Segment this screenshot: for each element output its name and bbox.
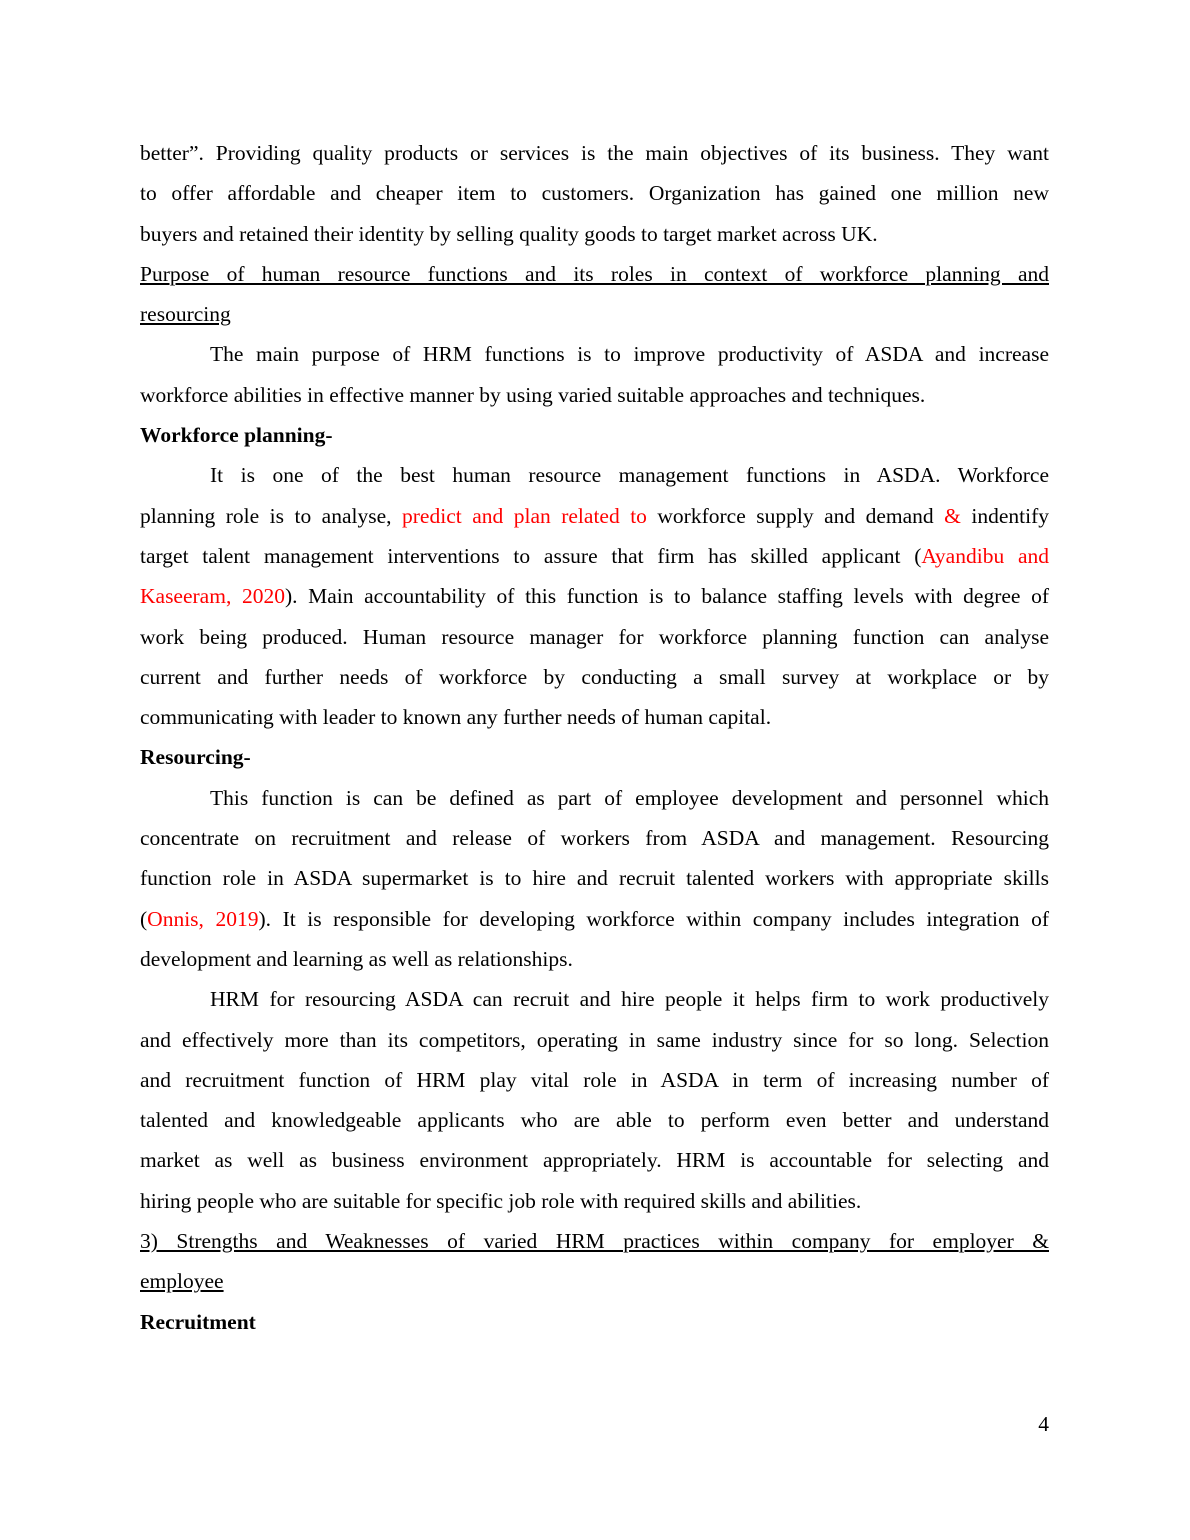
underlined-heading xyxy=(140,254,1049,335)
page-number: 4 xyxy=(1038,1412,1049,1436)
paragraph xyxy=(140,455,1049,737)
text-line xyxy=(140,818,1049,858)
text-line xyxy=(140,294,1049,334)
text-line xyxy=(140,939,1049,979)
citation-text: Onnis, 2019 xyxy=(147,906,259,931)
text-line xyxy=(140,858,1049,898)
text-segment: HRM for resourcing ASDA can recruit and hire people it helps firm to work productively xyxy=(210,987,1049,1012)
text-segment: workforce abilities in effective manner by using varied suitable approaches and techniques. xyxy=(140,382,926,407)
text-line xyxy=(140,455,1049,495)
text-line xyxy=(140,979,1049,1019)
citation-text: & xyxy=(944,503,961,528)
text-segment: current and further needs of workforce by conducting a small survey at workplace or by xyxy=(140,664,1049,689)
text-line xyxy=(140,334,1049,374)
text-line xyxy=(140,415,1049,455)
text-line xyxy=(140,1302,1049,1342)
text-line xyxy=(140,617,1049,657)
text-line xyxy=(140,1100,1049,1140)
text-line xyxy=(140,254,1049,294)
text-segment: to offer affordable and cheaper item to customers. Organization has gained one million new xyxy=(140,181,1049,206)
text-line xyxy=(140,697,1049,737)
text-line xyxy=(140,214,1049,254)
text-line xyxy=(140,1181,1049,1221)
paragraph xyxy=(140,979,1049,1221)
text-segment: Recruitment xyxy=(140,1309,256,1334)
section-heading xyxy=(140,1302,1049,1342)
text-segment: ). It is responsible for developing workforce within company includes integration of xyxy=(258,906,1049,931)
text-segment: buyers and retained their identity by selling quality goods to target market across UK. xyxy=(140,221,878,246)
text-segment: Purpose of human resource functions and its roles in context of workforce planning and xyxy=(140,261,1049,286)
paragraph xyxy=(140,778,1049,979)
text-segment: The main purpose of HRM functions is to improve productivity of ASDA and increase xyxy=(210,342,1049,367)
text-segment: Workforce planning- xyxy=(140,423,333,448)
text-line xyxy=(140,778,1049,818)
text-segment: ). Main accountability of this function is to balance staffing levels with degree of xyxy=(284,584,1049,609)
text-segment: It is one of the best human resource management functions in ASDA. Workforce xyxy=(210,463,1049,488)
text-segment: indentify xyxy=(960,503,1049,528)
underlined-heading xyxy=(140,1221,1049,1302)
text-segment: ( xyxy=(140,906,148,931)
text-line xyxy=(140,1020,1049,1060)
text-segment: workforce supply and demand xyxy=(646,503,945,528)
text-line xyxy=(140,496,1049,536)
text-segment: work being produced. Human resource manager for workforce planning function can analyse xyxy=(140,624,1049,649)
text-segment: resourcing xyxy=(140,302,231,327)
text-segment: hiring people who are suitable for specific job role with required skills and abilities. xyxy=(140,1188,862,1213)
paragraph xyxy=(140,133,1049,254)
text-line xyxy=(140,1060,1049,1100)
text-segment: talented and knowledgeable applicants who are able to perform even better and understand xyxy=(140,1108,1049,1133)
section-heading xyxy=(140,415,1049,455)
text-segment: market as well as business environment appropriately. HRM is accountable for selecting and xyxy=(140,1148,1049,1173)
text-segment: development and learning as well as relationships. xyxy=(140,946,573,971)
text-segment: planning role is to analyse, xyxy=(140,503,403,528)
text-segment: concentrate on recruitment and release of workers from ASDA and management. Resourcing xyxy=(140,826,1049,851)
text-segment: employee xyxy=(140,1269,224,1294)
text-segment: 3) Strengths and Weaknesses of varied HRM practices within company for employer & xyxy=(140,1229,1049,1254)
text-segment: target talent management interventions to assure that firm has skilled applicant ( xyxy=(140,543,922,568)
text-line xyxy=(140,375,1049,415)
text-segment: function role in ASDA supermarket is to hire and recruit talented workers with appropriate skills xyxy=(140,866,1049,891)
text-line xyxy=(140,133,1049,173)
text-segment: better”. Providing quality products or services is the main objectives of its business. They want xyxy=(140,141,1049,165)
paragraph xyxy=(140,334,1049,415)
text-segment: This function is can be defined as part of employee development and personnel which xyxy=(210,785,1049,810)
text-segment: communicating with leader to known any further needs of human capital. xyxy=(140,705,772,730)
text-line xyxy=(140,1221,1049,1261)
citation-text: Ayandibu and xyxy=(921,543,1049,568)
section-heading xyxy=(140,737,1049,777)
text-line xyxy=(140,1261,1049,1301)
text-line xyxy=(140,536,1049,576)
text-line xyxy=(140,737,1049,777)
text-segment: and effectively more than its competitors, operating in same industry since for so long. Selection xyxy=(140,1027,1049,1052)
citation-text: predict and plan related to xyxy=(402,503,647,528)
text-line xyxy=(140,173,1049,213)
text-line xyxy=(140,576,1049,616)
text-segment: and recruitment function of HRM play vital role in ASDA in term of increasing number of xyxy=(140,1067,1049,1092)
text-line xyxy=(140,1140,1049,1180)
text-line xyxy=(140,657,1049,697)
text-line xyxy=(140,899,1049,939)
citation-text: Kaseeram, 2020 xyxy=(140,584,285,609)
text-segment: Resourcing- xyxy=(140,745,251,770)
document-body xyxy=(140,133,1049,1342)
